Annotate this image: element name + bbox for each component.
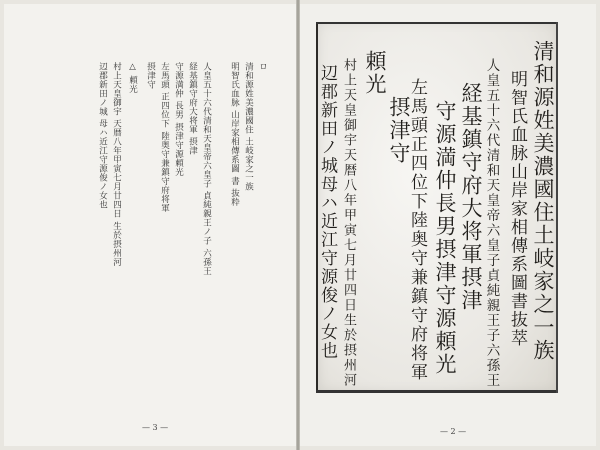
manuscript-col-2: 明智氏血脉山岸家相傳系圖書抜萃 — [507, 70, 527, 348]
left-col-1: ロ — [257, 62, 268, 71]
manuscript-col-5: 守源満仲長男摂津守源頼光 — [433, 100, 457, 376]
manuscript-frame-top — [316, 22, 556, 24]
left-col-9: △ 頼光 — [127, 62, 138, 94]
left-col-2: 清和源姓美濃國住 土岐家之一族 — [243, 62, 254, 192]
left-col-11: 辺郡新田ノ城 母ハ近江守源俊ノ女也 — [97, 62, 108, 210]
left-col-10: 村上天皇御宇 天暦八年甲寅七月廿四日 生於摂州河 — [111, 62, 122, 267]
manuscript-frame-bottom — [316, 390, 556, 393]
manuscript-frame-right — [556, 22, 558, 393]
left-col-3: 明智氏血脉 山岸家相傳系圖 書 抜粋 — [229, 62, 240, 207]
manuscript-col-9: 村上天皇御宇天暦八年甲寅七月廿四日生於摂州河 — [341, 58, 356, 388]
manuscript-col-4: 経基鎮守府大将軍摂津 — [459, 82, 483, 312]
manuscript-col-7: 摂津守 — [387, 96, 411, 165]
left-col-6: 守源満仲 長男 摂津守源頼光 — [173, 62, 184, 177]
manuscript-col-8: 頼光 — [363, 50, 387, 96]
left-col-7: 左馬頭 正四位下 陸奥守兼鎮守府将軍 — [159, 62, 170, 213]
manuscript-col-3: 人皇五十六代清和天皇帝六皇子貞純親王子六孫王 — [483, 58, 500, 388]
right-page-number: — 2 — — [440, 427, 467, 436]
left-col-8: 摂津守 — [145, 62, 156, 89]
left-page — [4, 4, 297, 446]
left-col-5: 経基鎮守府大将軍 摂津 — [187, 62, 198, 156]
left-page-number: — 3 — — [142, 423, 169, 432]
manuscript-col-1: 清和源姓美濃國住土岐家之一族 — [531, 40, 555, 362]
manuscript-col-10: 辺郡新田ノ城母ハ近江守源俊ノ女也 — [317, 64, 337, 360]
left-col-4: 人皇五十六代清和天皇帝六皇子 貞純親王ノ子 六孫王 — [201, 62, 212, 276]
manuscript-col-6: 左馬頭正四位下陸奥守兼鎮守府将軍 — [407, 78, 427, 382]
